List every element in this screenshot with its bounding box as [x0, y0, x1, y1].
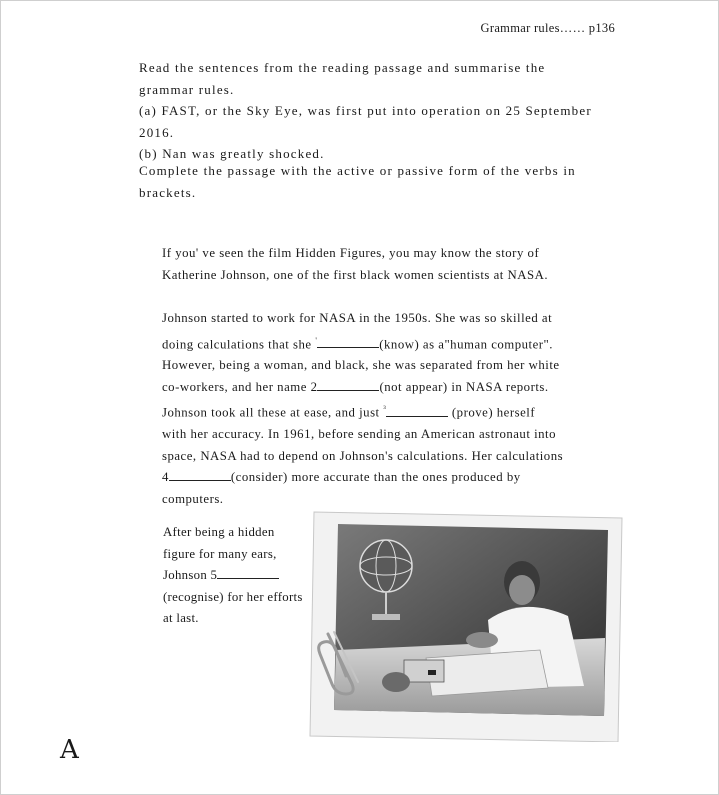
instruction-line: Read the sentences from the reading passage and summarise the [139, 60, 546, 75]
blank-4-input[interactable] [169, 468, 231, 481]
passage-line [162, 377, 622, 399]
instruction-line: grammar rules. [139, 81, 235, 97]
passage-line [162, 398, 622, 424]
blank-2-input[interactable] [317, 378, 379, 391]
passage-line [162, 467, 622, 489]
katherine-johnson-photo [308, 510, 624, 742]
passage-line: computers. [162, 491, 224, 506]
side-line: After being a hidden [163, 525, 275, 539]
task-instruction [139, 160, 619, 203]
passage-line: Katherine Johnson, one of the first black women scientists at NASA. [162, 267, 549, 282]
page-letter: A [60, 735, 79, 765]
task-line: Complete the passage with the active or passive form of the verbs in [139, 163, 576, 178]
example-sentence-a: (a) FAST, or the Sky Eye, was first put into operation on 25 September 2016. [139, 103, 592, 140]
page-header: Grammar rules…… p136 [480, 21, 615, 35]
passage-text: Johnson took all these at ease, and just [162, 405, 384, 420]
side-line: at last. [163, 611, 199, 625]
side-text [163, 522, 333, 630]
blank-1-input[interactable] [317, 335, 379, 348]
grammar-instruction [139, 57, 629, 165]
passage-text: (consider) more accurate than the ones produced by [230, 470, 521, 485]
passage-line [162, 330, 622, 356]
side-text-fragment: Johnson 5 [163, 568, 218, 582]
passage-text: (know) as a"human computer". [379, 336, 553, 351]
side-line [163, 565, 333, 587]
side-line: figure for many ears, [163, 546, 277, 561]
passage-line: space, NASA had to depend on Johnson's calculations. Her calculations [162, 448, 564, 463]
reading-passage [162, 243, 622, 510]
side-line: (recognise) for her efforts [163, 589, 303, 604]
passage-text: co-workers, and her name 2 [162, 379, 318, 394]
photo-illustration [308, 510, 624, 742]
blank-3-input[interactable] [386, 404, 448, 417]
passage-text: (prove) herself [451, 405, 536, 420]
task-line: brackets. [139, 184, 197, 200]
passage-text: doing calculations that she [162, 336, 316, 351]
blank-number-1: ' [315, 335, 318, 345]
blank-number-3: ³ [383, 404, 387, 414]
passage-line: However, being a woman, and black, she was separated from her white [162, 358, 560, 373]
passage-line: with her accuracy. In 1961, before sending an American astronaut into [162, 427, 556, 442]
paper-clip-icon [316, 628, 362, 698]
passage-line: Johnson started to work for NASA in the 1950s. She was so skilled at [162, 311, 553, 325]
passage-line: If you' ve seen the film Hidden Figures, you may know the story of [162, 246, 540, 260]
example-sentence-b: (b) Nan was greatly shocked. [139, 146, 325, 161]
blank-number-4: 4 [162, 470, 169, 485]
blank-5-input[interactable] [217, 566, 279, 579]
passage-text: (not appear) in NASA reports. [379, 379, 549, 394]
